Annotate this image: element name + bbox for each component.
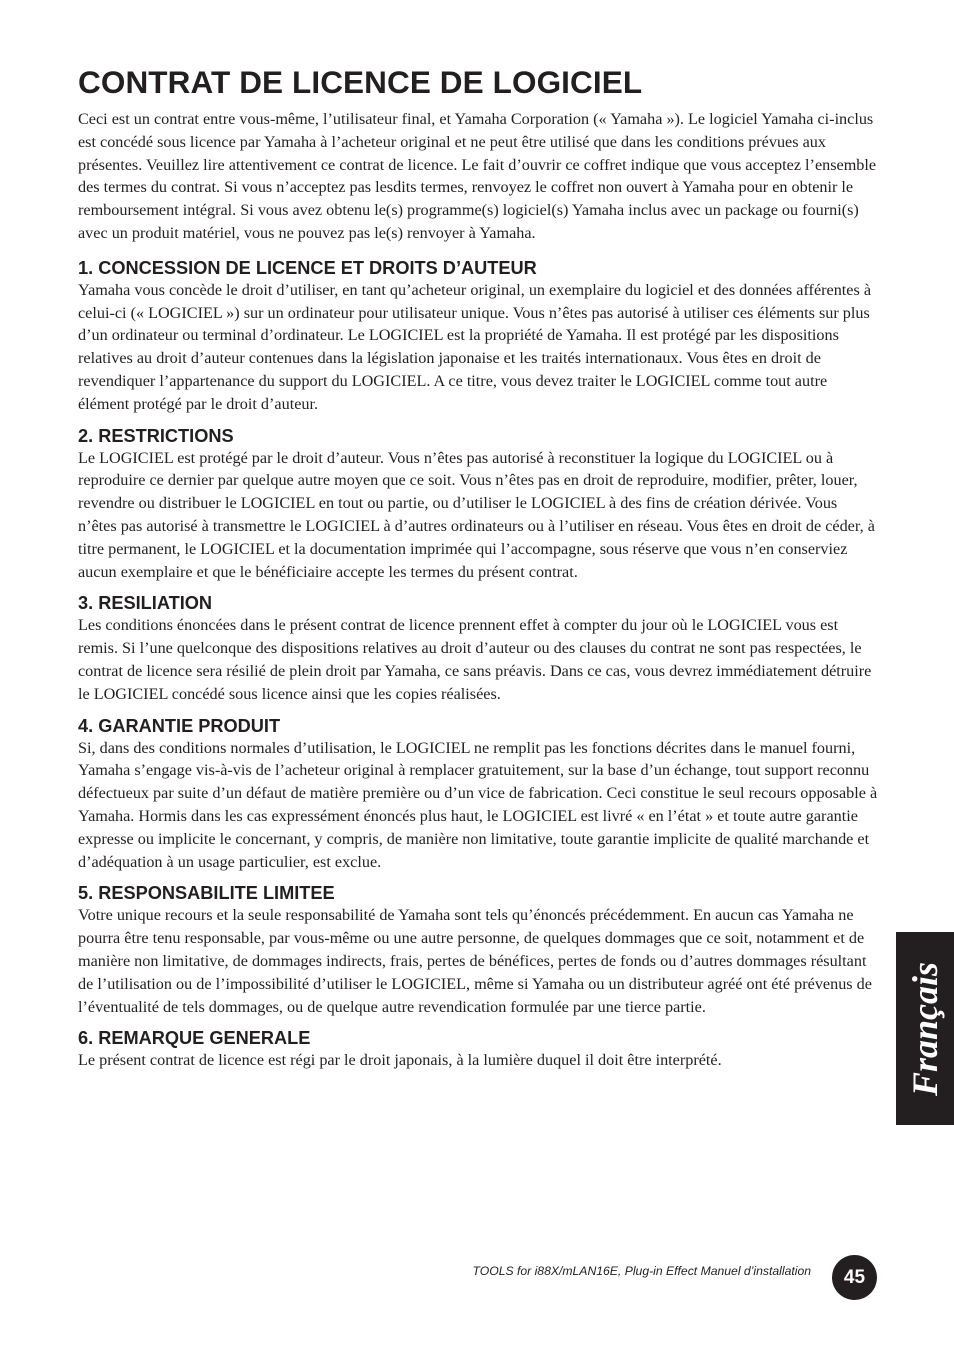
section-3-body: Les conditions énoncées dans le présent contrat de licence prennent effet à compter du jour où le LOGICIEL vous est remis. Si l’une quelconque des dispositions relatives au droit d’auteur ou des clauses du contrat ne sont pas respectées, le contrat de licence sera résilié de plein droit par Yamaha, ce sans préavis. Dans ce cas, vous devrez immédiatement détruire le LOGICIEL concédé sous licence ainsi que les copies réalisées. bbox=[78, 616, 872, 703]
section-1-heading: 1. CONCESSION DE LICENCE ET DROITS D’AUTEUR bbox=[78, 257, 537, 278]
section-1-body: Yamaha vous concède le droit d’utiliser, en tant qu’acheteur original, un exemplaire du logiciel et des données afférentes à celui-ci (« LOGICIEL ») sur un ordinateur pour utilisateur unique. Vous n’êtes pas autorisé à utiliser ces éléments sur plus d’un ordinateur ou terminal d’ordinateur. Le LOGICIEL est la propriété de Yamaha. Il est protégé par les dispositions relatives au droit d’auteur contenues dans la législation japonaise et les traités internationaux. Vous êtes en droit de revendiquer l’appartenance du support du LOGICIEL. A ce titre, vous devez traiter le LOGICIEL comme tout autre élément protégé par le droit d’auteur. bbox=[78, 280, 872, 413]
language-tab-label: Français bbox=[905, 961, 946, 1096]
section-3-heading: 3. RESILIATION bbox=[78, 593, 213, 614]
page-title: CONTRAT DE LICENCE DE LOGICIEL bbox=[78, 64, 643, 100]
document-body bbox=[78, 108, 878, 1072]
section-2-heading: 2. RESTRICTIONS bbox=[78, 425, 234, 446]
footer-manual-title: TOOLS for i88X/mLAN16E, Plug-in Effect Manuel d’installation bbox=[472, 1264, 811, 1278]
section-2-body: Le LOGICIEL est protégé par le droit d’auteur. Vous n’êtes pas autorisé à reconstituer la logique du LOGICIEL ou à reproduire ce dernier par quelque autre moyen que ce soit. Vous n’êtes pas en droit de reproduire, modifier, prêter, louer, revendre ou distribuer le LOGICIEL en tout ou partie, ou d’utiliser le LOGICIEL à des fins de création dérivée. Vous n’êtes pas autorisé à transmettre le LOGICIEL à d’autres ordinateurs ou à l’utiliser en réseau. Vous êtes en droit de céder, à titre permanent, le LOGICIEL et la documentation imprimée qui l’accompagne, sous réserve que vous n’en conserviez aucun exemplaire et que le bénéficiaire accepte les termes du présent contrat. bbox=[78, 448, 875, 581]
section-5-body: Votre unique recours et la seule responsabilité de Yamaha sont tels qu’énoncés précédemment. En aucun cas Yamaha ne pourra être tenu responsable, par vous-même ou une autre personne, de quelques dommages que ce soit, notamment et de manière non limitative, de dommages indirects, frais, pertes de bénéfices, pertes de fonds ou d’autres dommages résultant de l’utilisation ou de l’impossibilité d’utiliser le LOGICIEL, même si Yamaha ou un distributeur agréé ont été prévenus de l’éventualité de tels dommages, ou de quelque autre revendication formulée par une tierce partie. bbox=[78, 906, 872, 1016]
section-6-body: Le présent contrat de licence est régi par le droit japonais, à la lumière duquel il doit être interprété. bbox=[78, 1051, 722, 1070]
section-4-heading: 4. GARANTIE PRODUIT bbox=[78, 715, 281, 736]
section-4-body: Si, dans des conditions normales d’utilisation, le LOGICIEL ne remplit pas les fonctions décrites dans le manuel fourni, Yamaha s’engage vis-à-vis de l’acheteur original à remplacer gratuitement, sur la base d’un échange, tout support reconnu défectueux par suite d’un défaut de matière première ou d’un vice de fabrication. Ceci constitue le seul recours opposable à Yamaha. Hormis dans les cas expressément énoncés plus haut, le LOGICIEL est livré « en l’état » et toute autre garantie expresse ou implicite le concernant, y compris, de manière non limitative, toute garantie implicite de qualité marchande et d’adéquation à un usage particulier, est exclue. bbox=[78, 738, 878, 871]
section-6-heading: 6. REMARQUE GENERALE bbox=[78, 1028, 311, 1049]
language-tab bbox=[896, 932, 954, 1125]
intro-paragraph: Ceci est un contrat entre vous-même, l’utilisateur final, et Yamaha Corporation (« Yamaha »). Le logiciel Yamaha ci-inclus est concédé sous licence par Yamaha à l’acheteur original et ne peut être utilisé que dans les conditions prévues aux présentes. Veuillez lire attentivement ce contrat de licence. Le fait d’ouvrir ce coffret indique que vous acceptez l’ensemble des termes du contrat. Si vous n’acceptez pas lesdits termes, renvoyez le coffret non ouvert à Yamaha pour en obtenir le remboursement intégral. Si vous avez obtenu le(s) programme(s) logiciel(s) Yamaha inclus avec un package ou fourni(s) avec un produit matériel, vous ne pouvez pas le(s) renvoyer à Yamaha. bbox=[78, 110, 877, 242]
page-number-badge: 45 bbox=[832, 1255, 877, 1300]
section-5-heading: 5. RESPONSABILITE LIMITEE bbox=[78, 883, 335, 904]
